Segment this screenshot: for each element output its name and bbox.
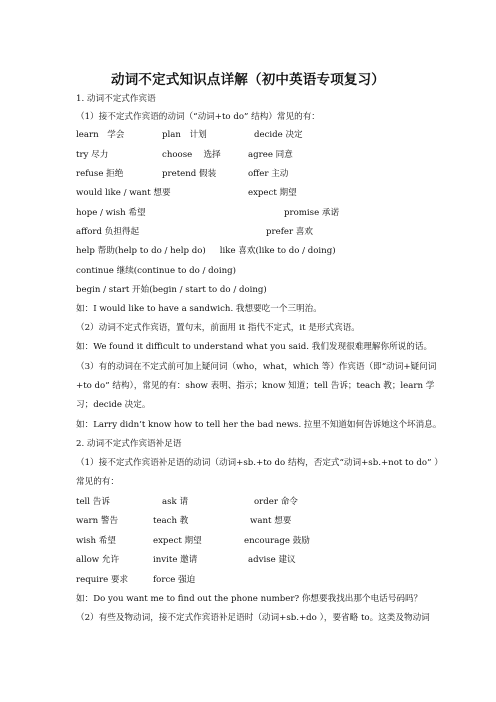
verb-cell: invite 邀请 — [153, 555, 198, 565]
example: 如：Do you want me to find out the phone number? 你想要我找出那个电话号码吗？ — [76, 594, 423, 604]
verb-cell: choose 选择 — [162, 150, 221, 160]
paragraph: （3）有的动词在不定式前可加上疑问词（who，what，which 等）作宾语（即“动词+疑问词 — [76, 362, 437, 372]
help-line — [76, 246, 336, 256]
paragraph: +to do” 结构），常见的有：show 表明、指示；know 知道；tell 告诉；teach 教；learn 学 — [76, 381, 435, 391]
verb-cell: refuse 拒绝 — [76, 169, 124, 179]
verb-cell: expect 期望 — [248, 188, 297, 198]
verb-cell: ask 请 — [162, 497, 189, 507]
example: 如：We found it difficult to understand what you said. 我们发现很难理解你所说的话。 — [76, 342, 433, 352]
verb-cell: try 尽力 — [76, 150, 109, 160]
verb-cell: teach 教 — [153, 516, 189, 526]
verb-cell: order 命令 — [254, 497, 298, 507]
verb-cell: pretend 假装 — [162, 169, 217, 179]
paragraph: （2）动词不定式作宾语，置句末，前面用 it 指代不定式，it 是形式宾语。 — [76, 323, 360, 333]
like-text: like 喜欢(like to do / doing) — [219, 246, 336, 256]
verb-cell: warn 警告 — [76, 516, 119, 526]
paragraph: 习；decide 决定。 — [76, 400, 151, 410]
verb-cell: wish 希望 — [76, 536, 116, 546]
page-title: 动词不定式知识点详解（初中英语专项复习） — [111, 72, 385, 88]
verb-cell: afford 负担得起 — [76, 227, 140, 237]
verb-cell: hope / wish 希望 — [76, 208, 146, 218]
verb-cell: learn 学会 — [76, 130, 125, 140]
verb-cell: tell 告诉 — [76, 497, 110, 507]
verb-cell: plan 计划 — [162, 130, 207, 140]
verb-cell: advise 建议 — [248, 555, 296, 565]
verb-cell: require 要求 — [76, 575, 129, 585]
continue-line: continue 继续(continue to do / doing) — [76, 266, 236, 276]
verb-cell: want 想要 — [250, 516, 292, 526]
help-text: help 帮助(help to do / help do) — [76, 246, 206, 256]
verb-cell: encourage 鼓励 — [244, 536, 310, 546]
paragraph: （1）接不定式作宾语的动词（“动词+to do” 结构）常见的有： — [76, 112, 320, 122]
section-1-heading: 1. 动词不定式作宾语 — [76, 94, 156, 104]
verb-cell: force 强迫 — [153, 575, 196, 585]
example: 如：Larry didn’t know how to tell her the bad news. 拉里不知道如何告诉她这个坏消息。 — [76, 420, 442, 430]
begin-line: begin / start 开始(begin / start to do / doing) — [76, 285, 267, 295]
verb-cell: offer 主动 — [248, 169, 289, 179]
verb-cell: prefer 喜欢 — [266, 227, 313, 237]
paragraph: （2）有些及物动词，接不定式作宾语补足语时（动词+sb.+do ），要省略 to。这类及物动词 — [76, 613, 430, 623]
section-2-heading: 2. 动词不定式作宾语补足语 — [76, 439, 182, 449]
paragraph: （1）接不定式作宾语补足语的动词（动词+sb.+to do 结构，否定式“动词+sb.+not to do” ） — [76, 458, 443, 468]
verb-cell: expect 期望 — [153, 536, 202, 546]
verb-cell: promise 承诺 — [284, 208, 340, 218]
example: 如：I would like to have a sandwich. 我想要吃一个三明治。 — [76, 304, 322, 314]
verb-cell: agree 同意 — [248, 150, 293, 160]
paragraph: 常见的有： — [76, 477, 119, 487]
verb-cell: allow 允许 — [76, 555, 120, 565]
verb-cell: decide 决定 — [254, 130, 303, 140]
verb-cell: would like / want 想要 — [76, 188, 171, 198]
